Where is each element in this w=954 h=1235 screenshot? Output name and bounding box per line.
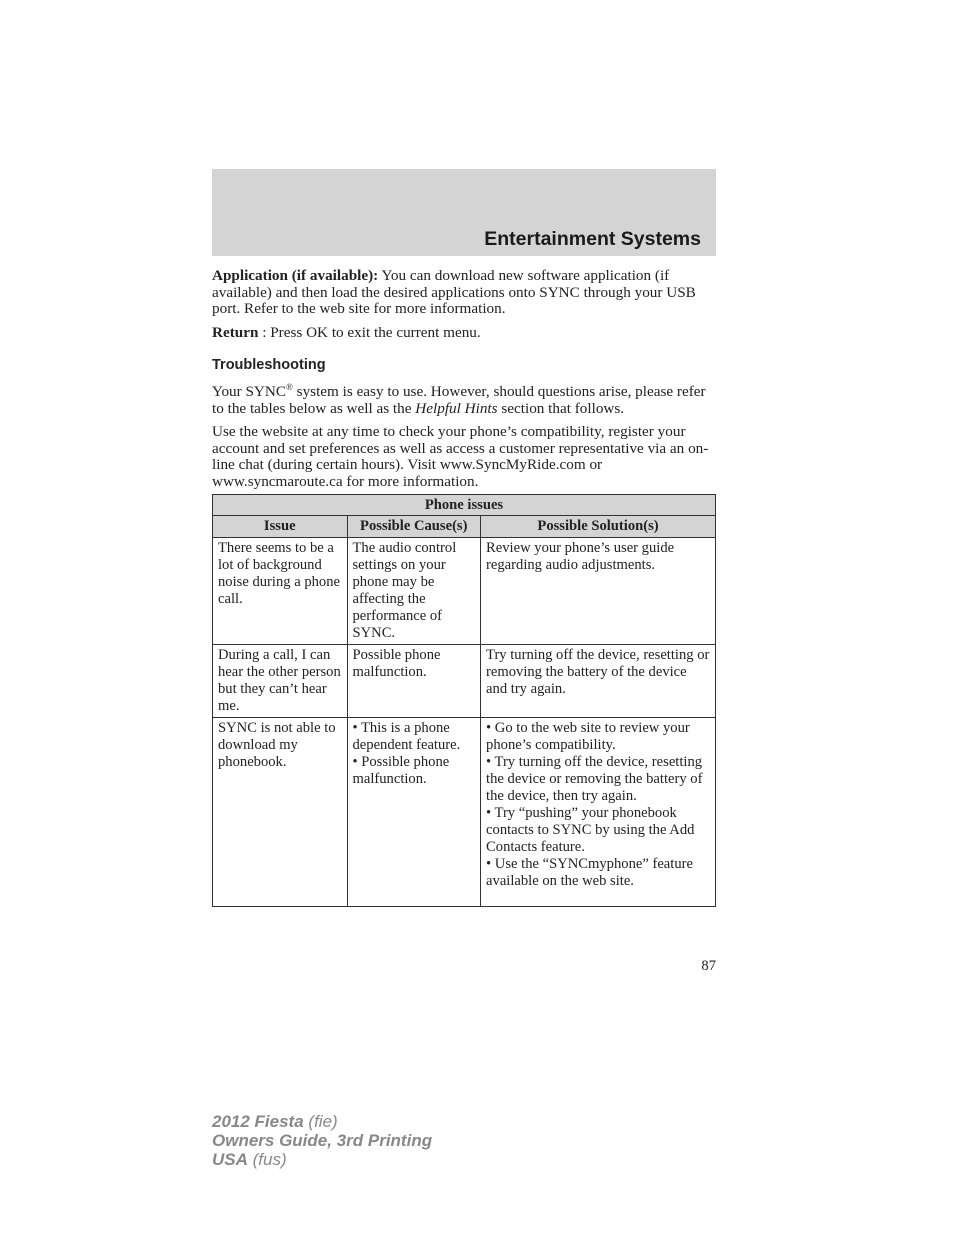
solution-cell xyxy=(481,718,716,907)
helpful-hints-reference: Helpful Hints xyxy=(415,399,498,417)
footer-model: 2012 Fiesta xyxy=(212,1112,304,1131)
footer-region: USA xyxy=(212,1150,248,1169)
table-header-row xyxy=(213,516,716,538)
troubleshooting-heading: Troubleshooting xyxy=(212,357,326,374)
section-title: Entertainment Systems xyxy=(484,228,701,250)
cause-line: • Possible phone malfunction. xyxy=(352,754,450,787)
table-row xyxy=(213,538,716,645)
issue-cell: During a call, I can hear the other person but they can’t hear me. xyxy=(213,645,348,718)
footer-line-2 xyxy=(212,1131,432,1150)
cause-cell xyxy=(347,538,481,645)
sync-text: Your SYNC xyxy=(212,382,287,400)
header-issue: Issue xyxy=(213,516,348,538)
solution-cell xyxy=(481,538,716,645)
return-paragraph xyxy=(212,325,716,342)
header-solution: Possible Solution(s) xyxy=(481,516,716,538)
return-label: Return xyxy=(212,323,259,341)
p1-text-end: section that follows. xyxy=(497,399,625,417)
cause-line: • This is a phone dependent feature. xyxy=(352,720,461,753)
application-paragraph xyxy=(212,268,716,318)
table-row xyxy=(213,718,716,907)
cause-cell xyxy=(347,718,481,907)
page-number: 87 xyxy=(701,958,716,974)
page-content xyxy=(212,268,716,498)
solution-line: Review your phone’s user guide regarding audio adjustments. xyxy=(486,540,675,573)
cause-cell xyxy=(347,645,481,718)
header-cause: Possible Cause(s) xyxy=(347,516,481,538)
table-row xyxy=(213,645,716,718)
solution-line: • Try turning off the device, resetting the device or removing the battery of the device, then try again. xyxy=(486,754,703,804)
issue-cell: SYNC is not able to download my phonebook. xyxy=(213,718,348,907)
footer-edition: Owners Guide, 3rd Printing xyxy=(212,1131,433,1150)
solution-line: Try turning off the device, resetting or removing the battery of the device and try again. xyxy=(486,647,710,697)
p1-text: system is easy to use. However, should questions arise, please refer to the tables below as well as the xyxy=(212,382,706,417)
issue-cell: There seems to be a lot of background noise during a phone call. xyxy=(213,538,348,645)
footer-region-code: (fus) xyxy=(247,1150,287,1169)
footer-line-1 xyxy=(212,1112,432,1131)
registered-mark: ® xyxy=(286,381,293,392)
solution-cell xyxy=(481,645,716,718)
table-caption-row xyxy=(213,495,716,516)
troubleshooting-paragraph-2: Use the website at any time to check your phone’s compatibility, register your account and set preferences as well as access a customer representative via an on-line chat (during certain hours). Visit www.SyncMyRide.com or www.syncmaroute.ca for more information. xyxy=(212,423,709,490)
header-band xyxy=(212,169,716,256)
application-label: Application (if available): xyxy=(212,267,379,284)
solution-line: • Go to the web site to review your phone’s compatibility. xyxy=(486,720,690,753)
footer xyxy=(212,1112,432,1169)
phone-issues-table xyxy=(212,494,716,907)
table-caption: Phone issues xyxy=(213,495,716,516)
footer-line-3 xyxy=(212,1150,432,1169)
application-text: You can download new software application (if available) and then load the desired applications onto SYNC through your USB port. Refer to the web site for more information. xyxy=(212,267,696,318)
footer-model-code: (fie) xyxy=(303,1112,338,1131)
return-text: : Press OK to exit the current menu. xyxy=(258,323,481,341)
troubleshooting-paragraph-1 xyxy=(212,381,716,417)
cause-line: The audio control settings on your phone may be affecting the performance of SYNC. xyxy=(352,540,457,641)
solution-line: • Use the “SYNCmyphone” feature available on the web site. xyxy=(486,856,693,889)
solution-line: • Try “pushing” your phonebook contacts to SYNC by using the Add Contacts feature. xyxy=(486,805,695,855)
cause-line: Possible phone malfunction. xyxy=(352,647,441,680)
